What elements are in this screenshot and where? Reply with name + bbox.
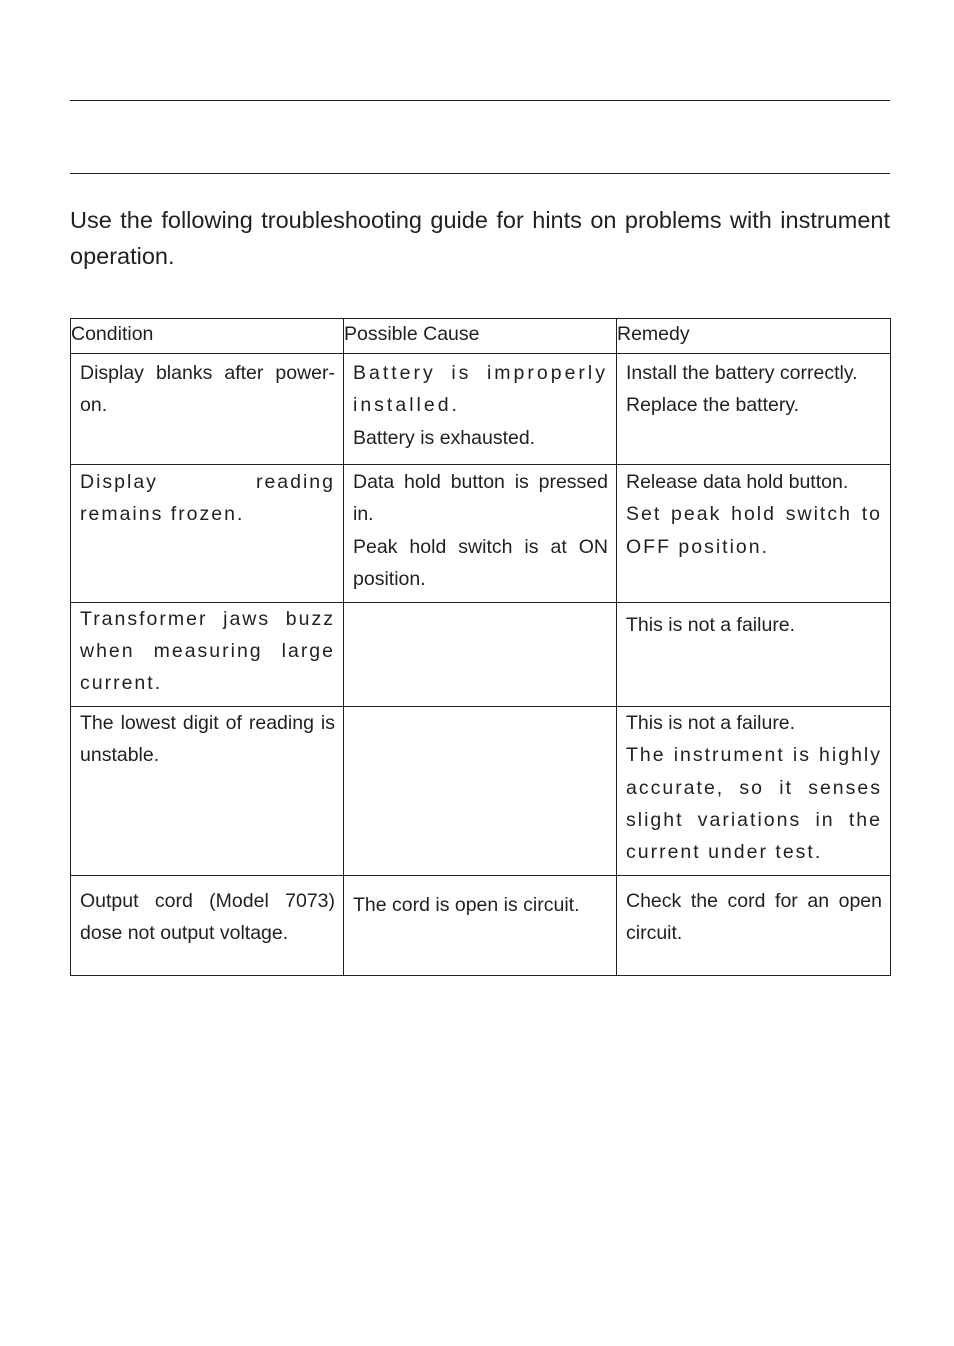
condition-text: Display reading remains frozen.	[80, 471, 335, 526]
remedy-text: This is not a failure.	[626, 711, 796, 734]
remedy-cell	[617, 706, 891, 875]
troubleshooting-table	[70, 318, 891, 976]
cause-text: Battery is exhausted.	[353, 426, 536, 449]
remedy-cell	[617, 875, 891, 975]
cause-cell	[344, 875, 617, 975]
condition-text: Transformer jaws buzz when measuring large current.	[80, 607, 335, 695]
condition-cell	[71, 465, 344, 603]
header-remedy: Remedy	[617, 319, 891, 354]
remedy-text: Release data hold button.	[626, 471, 849, 493]
table-row	[71, 875, 891, 975]
remedy-cell	[617, 465, 891, 603]
condition-cell	[71, 875, 344, 975]
remedy-text: Check the cord for an open circuit.	[626, 889, 882, 945]
cause-text: Data hold button is pressed in.	[353, 471, 608, 526]
remedy-text: Set peak hold switch to OFF position.	[626, 503, 882, 558]
cause-text: The cord is open is circuit.	[353, 893, 580, 916]
condition-text: Output cord (Model 7073) dose not output voltage.	[80, 889, 335, 945]
condition-cell	[71, 706, 344, 875]
remedy-text: This is not a failure.	[626, 613, 796, 636]
remedy-text: Replace the battery.	[626, 394, 800, 417]
cause-cell	[344, 706, 617, 875]
intro-paragraph: Use the following troubleshooting guide for hints on problems with instrument operation.	[70, 207, 890, 269]
remedy-cell	[617, 354, 891, 465]
remedy-text: The instrument is highly accurate, so it senses slight variations in the current under test.	[626, 744, 882, 864]
remedy-cell	[617, 602, 891, 706]
header-condition: Condition	[71, 319, 344, 354]
cause-text: Battery is improperly installed.	[353, 362, 608, 417]
cause-text: Peak hold switch is at ON position.	[353, 535, 608, 591]
table-header-row	[71, 319, 891, 354]
condition-text: Display blanks after power-on.	[80, 362, 335, 417]
header-possible-cause: Possible Cause	[344, 319, 617, 354]
table-row	[71, 706, 891, 875]
section-rule	[70, 173, 890, 174]
table-row	[71, 602, 891, 706]
cause-cell	[344, 602, 617, 706]
top-rule	[70, 100, 890, 101]
cause-cell	[344, 354, 617, 465]
cause-cell	[344, 465, 617, 603]
condition-cell	[71, 354, 344, 465]
table-row	[71, 465, 891, 603]
condition-text: The lowest digit of reading is unstable.	[80, 711, 335, 767]
remedy-text: Install the battery correctly.	[626, 362, 858, 384]
table-row	[71, 354, 891, 465]
condition-cell	[71, 602, 344, 706]
